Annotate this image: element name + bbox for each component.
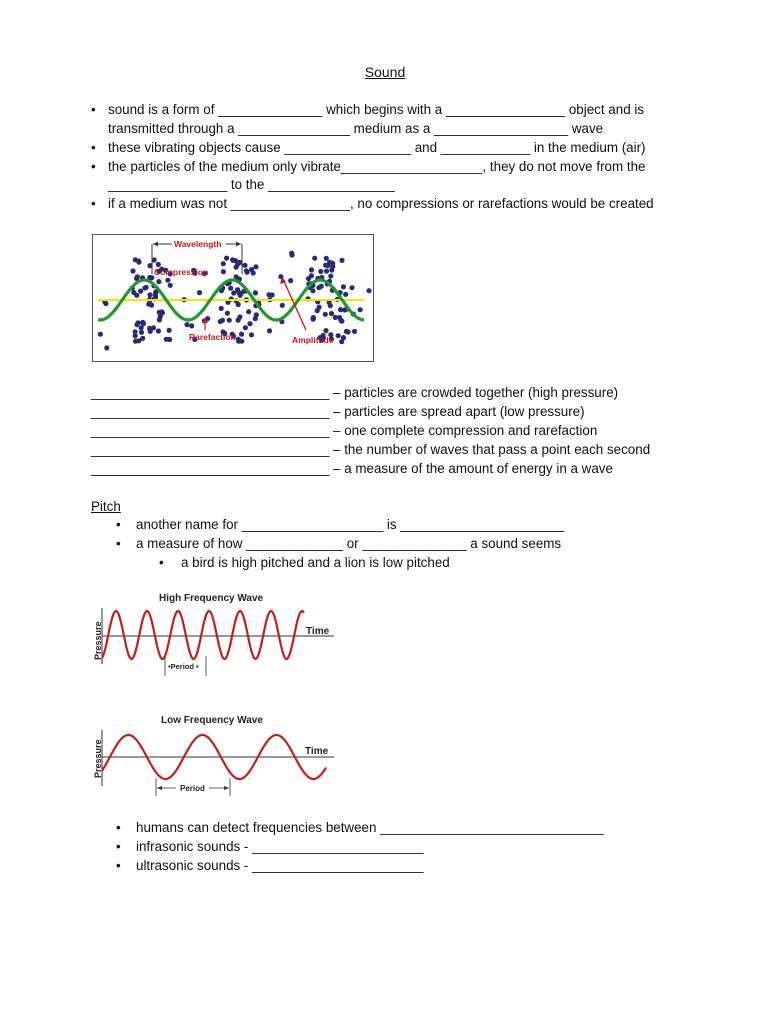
- particle-dot: [228, 286, 233, 291]
- definition-blank: ________________________________: [91, 404, 330, 419]
- definition-blank: ________________________________: [91, 385, 330, 400]
- rarefaction-label: Rarefaction: [189, 332, 236, 342]
- particle-dot: [330, 261, 335, 266]
- particle-dot: [133, 333, 138, 338]
- particle-dot: [289, 252, 294, 257]
- arrowhead-icon: [157, 786, 162, 790]
- particle-dot: [220, 318, 225, 323]
- definition-blank: ________________________________: [91, 442, 330, 457]
- particle-dot: [288, 278, 293, 283]
- particle-dot: [189, 323, 194, 328]
- particle-dot: [333, 315, 338, 320]
- particle-dot: [234, 274, 239, 279]
- particle-dot: [339, 339, 344, 344]
- particle-dot: [319, 284, 324, 289]
- particle-dot: [343, 292, 348, 297]
- particle-dot: [253, 316, 258, 321]
- particle-dot: [219, 306, 224, 311]
- definition-blank: ________________________________: [91, 461, 330, 476]
- particle-dot: [237, 314, 242, 319]
- high-frequency-wave-figure: [92, 588, 342, 680]
- particle-dot: [184, 322, 189, 327]
- low-frequency-wave-figure: [92, 710, 342, 802]
- particle-dot: [251, 270, 256, 275]
- particle-dot: [324, 256, 329, 261]
- particle-dot: [197, 290, 202, 295]
- particle-dot: [318, 269, 323, 274]
- pitch-bullet-text: a measure of how _____________ or ______________ a sound seems: [136, 536, 562, 551]
- period-label: •Period •: [168, 662, 199, 671]
- intro-line: the particles of the medium only vibrate___________________, they do not move from the: [108, 159, 646, 174]
- particle-dot: [156, 279, 161, 284]
- bullet-symbol: •: [116, 820, 121, 835]
- particle-dot: [164, 337, 169, 342]
- particle-dot: [238, 293, 243, 298]
- particle-dot: [146, 302, 151, 307]
- intro-line: sound is a form of ______________ which begins with a ________________ object and is: [108, 102, 645, 117]
- definition-text: – particles are spread apart (low pressure): [329, 404, 585, 419]
- bullet-symbol: •: [91, 159, 96, 174]
- definition-row: [91, 385, 618, 400]
- particle-dot: [325, 263, 330, 268]
- definition-blank: ________________________________: [91, 423, 330, 438]
- intro-line: ________________ to the _________________: [108, 177, 395, 192]
- pressure-axis-label: Pressure: [93, 739, 103, 778]
- final-bullet-text: humans can detect frequencies between ______________________________: [136, 820, 604, 835]
- particle-dot: [140, 320, 145, 325]
- final-bullet-text: ultrasonic sounds - _______________________: [136, 858, 424, 873]
- particle-dot: [167, 328, 172, 333]
- particle-dot: [134, 322, 139, 327]
- definition-row: [91, 423, 597, 438]
- particle-dot: [147, 292, 152, 297]
- particle-dot: [338, 307, 343, 312]
- low-frequency-title: Low Frequency Wave: [161, 715, 263, 726]
- particle-dot: [346, 329, 351, 334]
- particle-dot: [280, 303, 285, 308]
- compression-label: Compression: [154, 267, 209, 277]
- particle-dot: [249, 332, 254, 337]
- particle-dot: [336, 333, 341, 338]
- particle-dot: [329, 267, 334, 272]
- particle-dot: [245, 270, 250, 275]
- particle-dot: [98, 332, 103, 337]
- bullet-symbol: •: [159, 555, 164, 570]
- particle-dot: [224, 256, 229, 261]
- particle-dot: [253, 290, 258, 295]
- definition-text: – a measure of the amount of energy in a wave: [329, 461, 613, 476]
- particle-dot: [253, 264, 258, 269]
- particle-dot: [142, 285, 147, 290]
- particle-dot: [221, 269, 226, 274]
- bullet-symbol: •: [91, 196, 96, 211]
- intro-line: these vibrating objects cause _________________ and ____________ in the medium (air): [108, 140, 646, 155]
- particle-dot: [247, 321, 252, 326]
- particle-dot: [104, 345, 109, 350]
- final-bullet-text: infrasonic sounds - _______________________: [136, 839, 424, 854]
- particle-dot: [306, 276, 311, 281]
- particle-dot: [339, 319, 344, 324]
- particle-dot: [225, 311, 230, 316]
- particle-dot: [139, 325, 144, 330]
- particle-dot: [227, 318, 232, 323]
- particle-dot: [138, 289, 143, 294]
- bullet-symbol: •: [116, 536, 121, 551]
- definition-text: – the number of waves that pass a point each second: [329, 442, 651, 457]
- particle-dot: [323, 328, 328, 333]
- particle-dot: [139, 330, 144, 335]
- particle-dot: [168, 283, 173, 288]
- bullet-symbol: •: [91, 140, 96, 155]
- bullet-symbol: •: [116, 839, 121, 854]
- particle-dot: [236, 302, 241, 307]
- intro-line: transmitted through a _______________ medium as a __________________ wave: [108, 121, 604, 136]
- particle-dot: [312, 256, 317, 261]
- time-axis-label: Time: [305, 746, 329, 757]
- particle-dot: [329, 311, 334, 316]
- particle-dot: [159, 309, 164, 314]
- particle-dot: [239, 332, 244, 337]
- particle-dot: [317, 305, 322, 310]
- pitch-heading: Pitch: [91, 499, 121, 514]
- particle-dot: [339, 258, 344, 263]
- definition-text: – one complete compression and rarefaction: [329, 423, 598, 438]
- pitch-bullet-text: another name for ___________________ is ______________________: [136, 517, 565, 532]
- particle-dot: [233, 258, 238, 263]
- particle-dot: [266, 292, 271, 297]
- definition-row: [91, 404, 585, 419]
- particle-dot: [231, 290, 236, 295]
- particle-dot: [341, 284, 346, 289]
- definition-row: [91, 461, 613, 476]
- particle-dot: [151, 325, 156, 330]
- definition-text: – particles are crowded together (high pressure): [329, 385, 619, 400]
- time-axis-label: Time: [306, 626, 330, 637]
- particle-dot: [267, 328, 272, 333]
- wavelength-label: Wavelength: [174, 239, 222, 249]
- high-frequency-title: High Frequency Wave: [159, 593, 264, 604]
- sound-wave-figure: [92, 234, 374, 362]
- particle-dot: [242, 263, 247, 268]
- high-frequency-wave-curve: [102, 611, 304, 659]
- particle-dot: [135, 274, 140, 279]
- pitch-sub-bullet-text: a bird is high pitched and a lion is low pitched: [181, 555, 450, 570]
- particle-dot: [366, 288, 371, 293]
- period-label: Period: [180, 784, 205, 793]
- particle-dot: [324, 269, 329, 274]
- bullet-symbol: •: [91, 102, 96, 117]
- amplitude-label: Amplitude: [292, 335, 334, 345]
- particle-dot: [156, 328, 161, 333]
- particle-dot: [311, 315, 316, 320]
- particle-dot: [358, 307, 363, 312]
- particle-dot: [243, 325, 248, 330]
- particle-dot: [130, 268, 135, 273]
- particle-dot: [352, 329, 357, 334]
- particle-dot: [309, 267, 314, 272]
- particle-dot: [140, 336, 145, 341]
- particle-dot: [158, 314, 163, 319]
- particle-dot: [165, 278, 170, 283]
- particle-dot: [323, 312, 328, 317]
- page-title: Sound: [364, 64, 406, 80]
- intro-line: if a medium was not ________________, no compressions or rarefactions would be created: [108, 196, 654, 211]
- particle-dot: [133, 257, 138, 262]
- particle-dot: [328, 274, 333, 279]
- particle-dot: [133, 339, 138, 344]
- bullet-symbol: •: [116, 517, 121, 532]
- definition-row: [91, 442, 650, 457]
- particle-dot: [246, 309, 251, 314]
- bullet-symbol: •: [116, 858, 121, 873]
- particle-dot: [236, 339, 241, 344]
- arrowhead-icon: [224, 786, 229, 790]
- particle-dot: [221, 261, 226, 266]
- particle-dot: [349, 285, 354, 290]
- pressure-axis-label: Pressure: [93, 621, 103, 660]
